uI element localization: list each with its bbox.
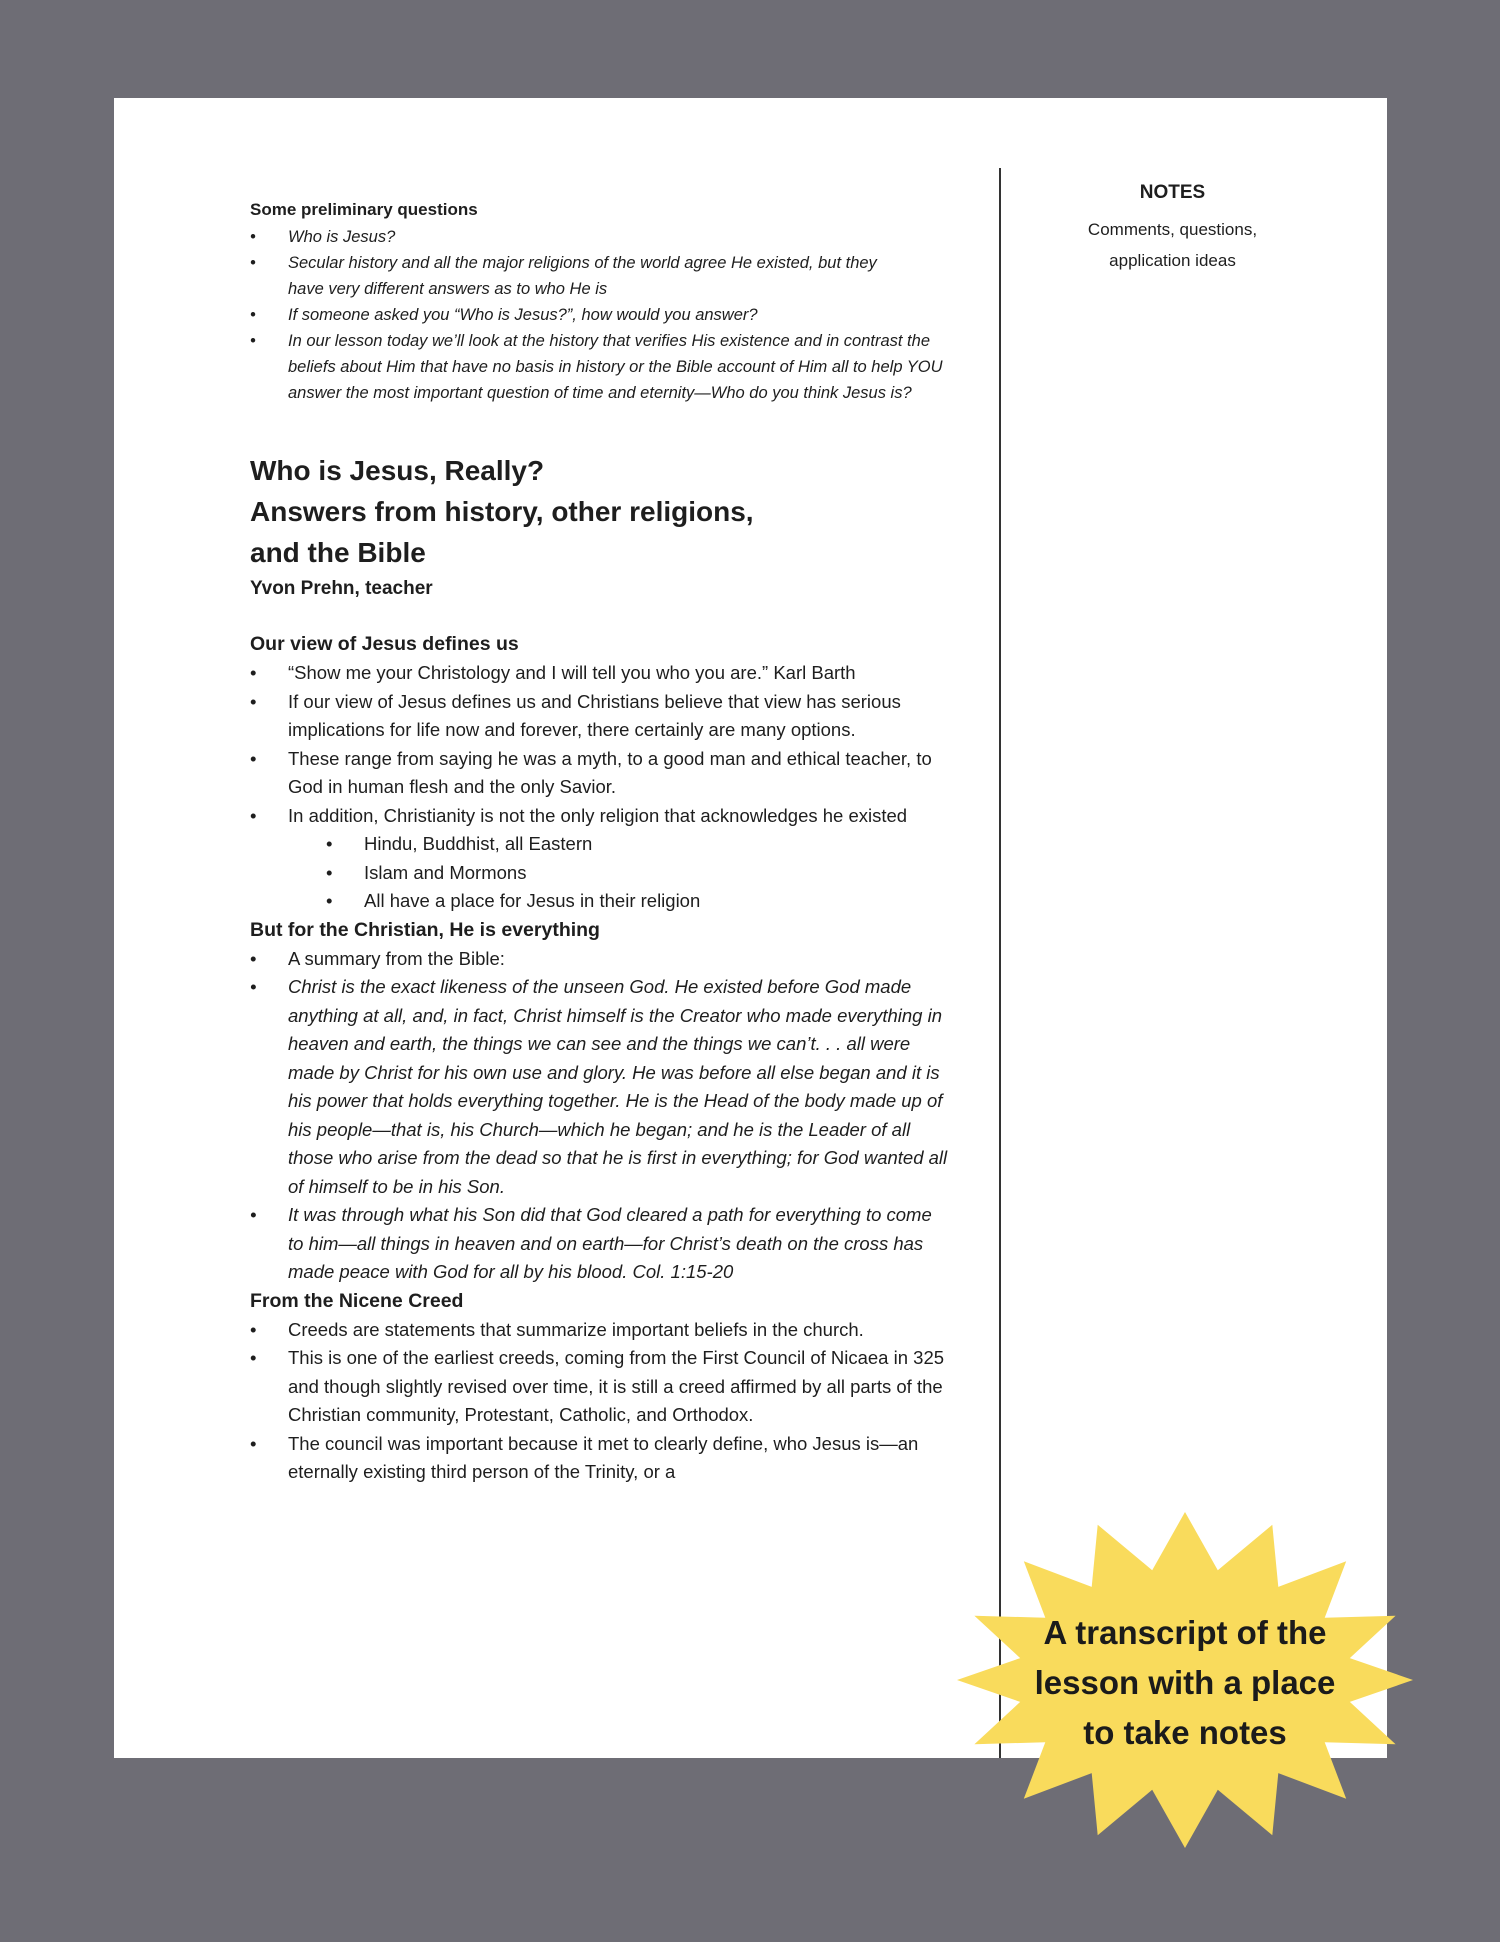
list-item: • The council was important because it met to clearly define, who Jesus is—an eternally existing third person of the Trinity, or a — [250, 1430, 950, 1487]
notes-subtitle-line2: application ideas — [1109, 251, 1236, 270]
christian-heading: But for the Christian, He is everything — [250, 918, 600, 941]
notes-subtitle-line1: Comments, questions, — [1087, 220, 1258, 239]
lesson-title-line2: Answers from history, other religions, — [250, 496, 754, 527]
list-item: • Hindu, Buddhist, all Eastern — [326, 830, 950, 859]
lesson-title-line1: Who is Jesus, Really? — [250, 455, 545, 486]
christian-list — [250, 945, 950, 1287]
teacher-name: Yvon Prehn, teacher — [250, 578, 433, 599]
notes-title: NOTES — [1139, 182, 1206, 203]
list-item: • All have a place for Jesus in their religion — [326, 887, 950, 916]
list-item: • “Show me your Christology and I will tell you who you are.” Karl Barth — [250, 659, 950, 688]
prelim-heading: Some preliminary questions — [250, 200, 478, 219]
list-item: • In addition, Christianity is not the only religion that acknowledges he existed — [250, 802, 950, 831]
starburst-line2: lesson with a place — [1034, 1664, 1336, 1701]
list-item: • In our lesson today we’ll look at the history that verifies His existence and in contrast the beliefs about Him that have no basis in history or the Bible account of Him all to help YOU answer the most important question of time and eternity—Who do you think Jesus is? — [250, 328, 950, 406]
bible-quote: • Christ is the exact likeness of the unseen God. He existed before God made anything at all, and, in fact, Christ himself is the Creator who made everything in heaven and earth, the things we can see and the things we can’t. . . all were made by Christ for his own use and glory. He was before all else began and it is his power that holds everything together. He is the Head of the body made up of his people—that is, his Church—which he began; and he is the Leader of all those who arise from the dead so that he is first in everything; for God wanted all of himself to be in his Son. — [250, 973, 950, 1201]
lesson-content — [250, 200, 950, 1487]
bible-quote: • It was through what his Son did that God cleared a path for everything to come to him—all things in heaven and on earth—for Christ’s death on the cross has made peace with God for all by his blood. Col. 1:15-20 — [250, 1201, 950, 1287]
list-item: • If someone asked you “Who is Jesus?”, how would you answer? — [250, 302, 950, 328]
view-list — [250, 659, 950, 830]
list-item: • Secular history and all the major religions of the world agree He existed, but they have very different answers as to who He is — [250, 250, 950, 302]
nicene-list — [250, 1316, 950, 1487]
starburst-line3: to take notes — [1083, 1714, 1287, 1751]
notes-column — [1075, 182, 1270, 276]
view-heading: Our view of Jesus defines us — [250, 633, 519, 655]
list-item: • These range from saying he was a myth, to a good man and ethical teacher, to God in human flesh and the only Savior. — [250, 745, 950, 802]
starburst-caption — [1005, 1608, 1365, 1758]
list-item: • A summary from the Bible: — [250, 945, 950, 974]
lesson-title-line3: and the Bible — [250, 537, 426, 568]
list-item: • If our view of Jesus defines us and Christians believe that view has serious implications for life now and forever, there certainly are many options. — [250, 688, 950, 745]
list-item: • This is one of the earliest creeds, coming from the First Council of Nicaea in 325 and though slightly revised over time, it is still a creed affirmed by all parts of the Christian community, Protestant, Catholic, and Orthodox. — [250, 1344, 950, 1430]
prelim-list — [250, 224, 950, 406]
list-item: • Who is Jesus? — [250, 224, 950, 250]
religions-sublist — [326, 830, 950, 916]
list-item: • Creeds are statements that summarize important beliefs in the church. — [250, 1316, 950, 1345]
nicene-heading: From the Nicene Creed — [250, 1289, 464, 1312]
starburst-line1: A transcript of the — [1043, 1614, 1327, 1651]
lesson-title-block — [250, 450, 950, 603]
list-item: • Islam and Mormons — [326, 859, 950, 888]
